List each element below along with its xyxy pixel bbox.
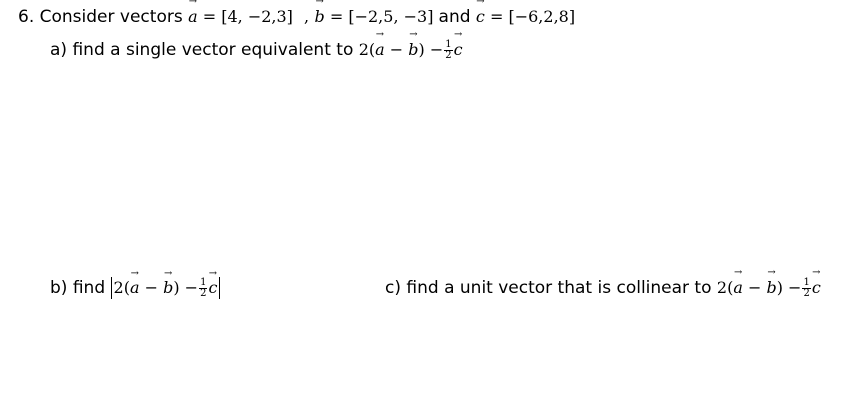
vector-c-def: c → = [−6,2,8]: [476, 7, 575, 26]
part-c: [385, 276, 821, 300]
vector-b-def: b → = [−2,5, −3]: [315, 7, 439, 26]
part-a-text: find a single vector equivalent to: [72, 40, 354, 60]
part-a-label: a): [50, 40, 68, 60]
part-c-expression: 2(a → − b →) − $\frac{1}{2}$ c →: [717, 278, 821, 297]
part-b-text: find: [72, 278, 106, 298]
part-c-text: find a unit vector that is collinear to: [406, 278, 712, 298]
part-b-expression: 2(a → − b →) − $\frac{1}{2}$ c →: [111, 277, 221, 299]
part-b: [50, 276, 220, 300]
part-a-expression: 2(a → − b →) − $\frac{1}{2}$ c →: [359, 40, 463, 59]
question-line: 6. Consider vectors a → = [4, −2,3] , b → = [−2,5, −3] and c → = [−6,2,8]: [18, 5, 575, 29]
and-word: and: [438, 7, 471, 27]
part-a: [50, 38, 463, 62]
vector-a-def: a → = [4, −2,3]: [188, 7, 298, 26]
part-b-label: b): [50, 278, 68, 298]
question-number: 6.: [18, 7, 35, 27]
part-c-label: c): [385, 278, 401, 298]
question-intro: Consider vectors: [39, 7, 183, 27]
